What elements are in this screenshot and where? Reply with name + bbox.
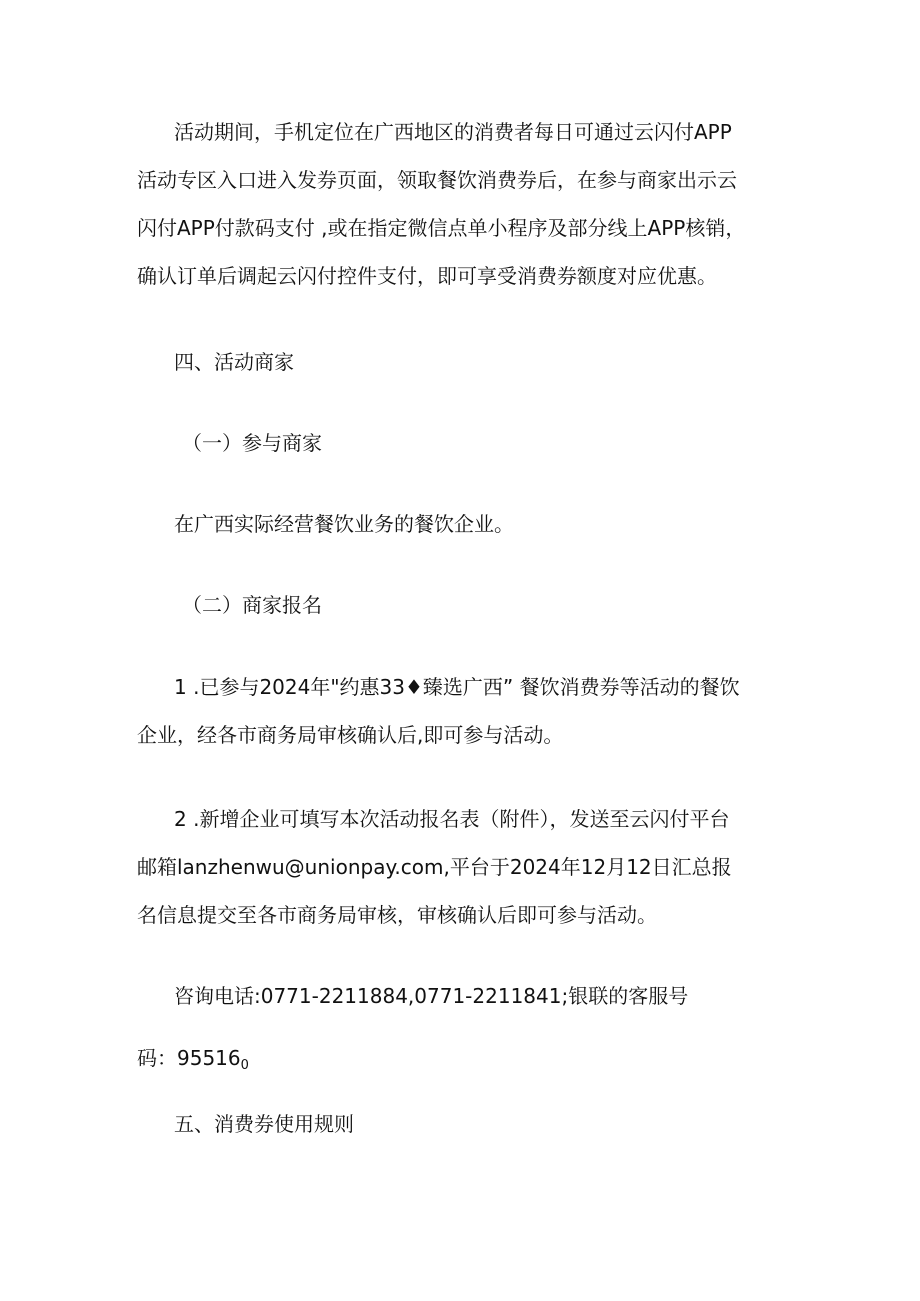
- list-item-one: [137, 663, 797, 759]
- trailing-mark: 0: [240, 1058, 249, 1073]
- subsection-one-heading: （一）参与商家: [182, 431, 322, 455]
- paragraph-merchants: 在广西实际经营餐饮业务的餐饮企业。: [174, 512, 514, 536]
- list-item-line: 名信息提交至各市商务局审核，审核确认后即可参与活动。: [137, 903, 657, 927]
- contact-number: 码：95516: [137, 1046, 241, 1070]
- contact-paragraph: [137, 972, 797, 1090]
- paragraph-line: 闪付APP付款码支付 ,或在指定微信点单小程序及部分线上APP核销，: [137, 216, 746, 240]
- list-item-two: [137, 795, 797, 939]
- list-item-line: 2 .新增企业可填写本次活动报名表（附件），发送至云闪付平台: [174, 807, 730, 831]
- contact-line: 咨询电话:0771-2211884,0771-2211841;银联的客服号: [174, 984, 689, 1008]
- section-four-heading: 四、活动商家: [174, 350, 294, 374]
- list-item-line: 邮箱lanzhenwu@unionpay.com,平台于2024年12月12日汇总报: [137, 855, 732, 879]
- paragraph-line: 确认订单后调起云闪付控件支付，即可享受消费券额度对应优惠。: [137, 264, 717, 288]
- list-item-line: 企业，经各市商务局审核确认后,即可参与活动。: [137, 723, 564, 747]
- paragraph-line: 活动期间，手机定位在广西地区的消费者每日可通过云闪付APP: [174, 120, 732, 144]
- paragraph-usage: [137, 108, 797, 300]
- paragraph-line: 活动专区入口进入发券页面，领取餐饮消费券后，在参与商家出示云: [137, 168, 737, 192]
- list-item-line: 1 .已参与2024年"约惠33♦臻选广西” 餐饮消费券等活动的餐饮: [174, 675, 740, 699]
- contact-line-number: [137, 1034, 797, 1090]
- section-five-heading: 五、消费券使用规则: [174, 1112, 354, 1136]
- subsection-two-heading: （二）商家报名: [182, 593, 322, 617]
